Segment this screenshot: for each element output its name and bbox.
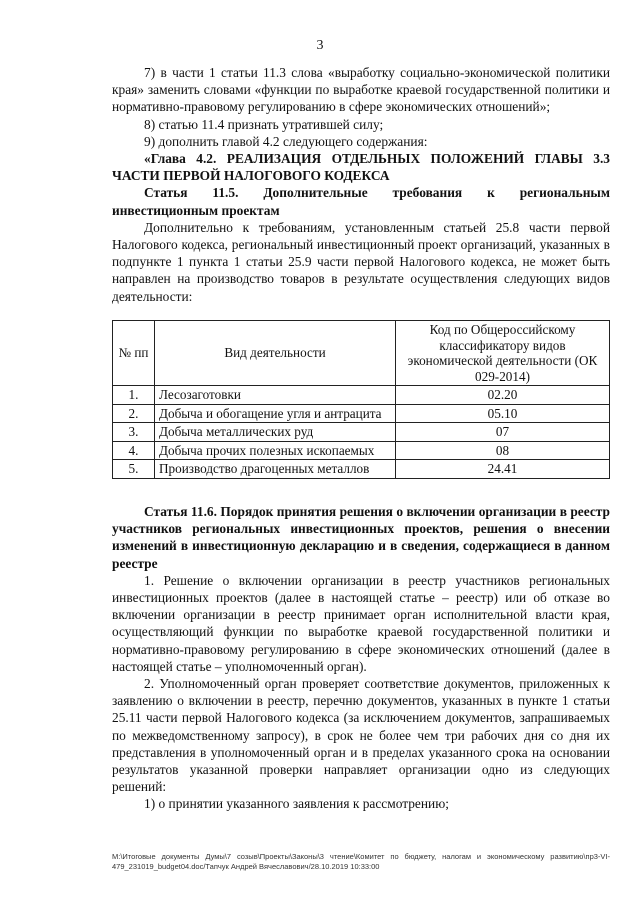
item-7: 7) в части 1 статьи 11.3 слова «выработку социально-экономической политики края» заменить словами «функции по выработке краевой государственной политики и нормативно-правовому регулированию в сфере экономических отношений»; — [112, 65, 610, 115]
item-9: 9) дополнить главой 4.2 следующего содержания: — [144, 133, 428, 149]
header-code: Код по Общероссийскому классификатору видов экономической деятельности (ОК 029-2014) — [396, 321, 610, 386]
header-num: № пп — [113, 321, 155, 386]
table-row — [113, 386, 610, 405]
page-number: 3 — [316, 38, 324, 53]
article-11-6-heading: Статья 11.6. Порядок принятия решения о включении организации в реестр участников региональных инвестиционных проектов, решения о внесении изменений в инвестиционную декларацию и в сведения, содержащиеся в данном реестре — [112, 504, 610, 571]
row-num: 3. — [113, 423, 155, 442]
row-kind: Производство драгоценных металлов — [155, 460, 396, 479]
chapter-title: «Глава 4.2. РЕАЛИЗАЦИЯ ОТДЕЛЬНЫХ ПОЛОЖЕНИЙ ГЛАВЫ 3.3 ЧАСТИ ПЕРВОЙ НАЛОГОВОГО КОДЕКСА — [112, 151, 610, 184]
article-11-5-heading: Статья 11.5. Дополнительные требования к региональным инвестиционным проектам — [112, 185, 610, 218]
table-header-row — [113, 321, 610, 386]
table-row — [113, 460, 610, 479]
row-code: 02.20 — [396, 386, 610, 405]
article-11-6-p1: 1. Решение о включении организации в реестр участников региональных инвестиционных проектов (далее в настоящей статье – реестр) или об отказе во включении организации в реестр принимает орган исполнительной власти края, осуществляющий функции по выработке краевой государственной политики и нормативно-правовому регулированию в сфере экономических отношений (далее в настоящей статье – уполномоченный орган). — [112, 572, 610, 674]
table-row — [113, 441, 610, 460]
item-8: 8) статью 11.4 признать утратившей силу; — [144, 116, 384, 132]
row-num: 1. — [113, 386, 155, 405]
table-row — [113, 423, 610, 442]
row-kind: Добыча металлических руд — [155, 423, 396, 442]
activity-table — [112, 320, 610, 479]
amendment-items — [112, 64, 610, 305]
article-11-5-body: Дополнительно к требованиям, установленным статьей 25.8 части первой Налогового кодекса, региональный инвестиционный проект организаций, указанных в подпункте 1 пункта 1 статьи 25.9 части первой Налогового кодекса, не может быть направлен на производство товаров в результате осуществления следующих видов деятельности: — [112, 219, 610, 304]
row-num: 2. — [113, 404, 155, 423]
row-kind: Добыча прочих полезных ископаемых — [155, 441, 396, 460]
row-code: 07 — [396, 423, 610, 442]
row-num: 4. — [113, 441, 155, 460]
row-kind: Лесозаготовки — [155, 386, 396, 405]
file-path-footer: M:\Итоговые документы Думы\7 созыв\Проекты\Законы\3 чтение\Комитет по бюджету, налогам и экономическому развитию\пр3-VI-479_231019_budget04.doc/Тапчук Андрей Вячеславович/28.10.2019 10:33:00 — [112, 852, 610, 871]
article-11-6 — [112, 503, 610, 813]
table-row — [113, 404, 610, 423]
row-code: 08 — [396, 441, 610, 460]
row-code: 05.10 — [396, 404, 610, 423]
header-kind: Вид деятельности — [155, 321, 396, 386]
article-11-6-p3: 1) о принятии указанного заявления к рассмотрению; — [144, 796, 449, 812]
article-11-6-p2: 2. Уполномоченный орган проверяет соответствие документов, приложенных к заявлению о включении в реестр, перечню документов, указанных в пункте 1 статьи 25.11 части первой Налогового кодекса (за исключением документов, запрашиваемых по межведомственному запросу), в срок не более чем три рабочих дня со дня их представления в уполномоченный орган и в пределах указанного срока на основании результатов указанной проверки направляет организации одно из следующих решений: — [112, 676, 610, 795]
row-code: 24.41 — [396, 460, 610, 479]
row-num: 5. — [113, 460, 155, 479]
row-kind: Добыча и обогащение угля и антрацита — [155, 404, 396, 423]
